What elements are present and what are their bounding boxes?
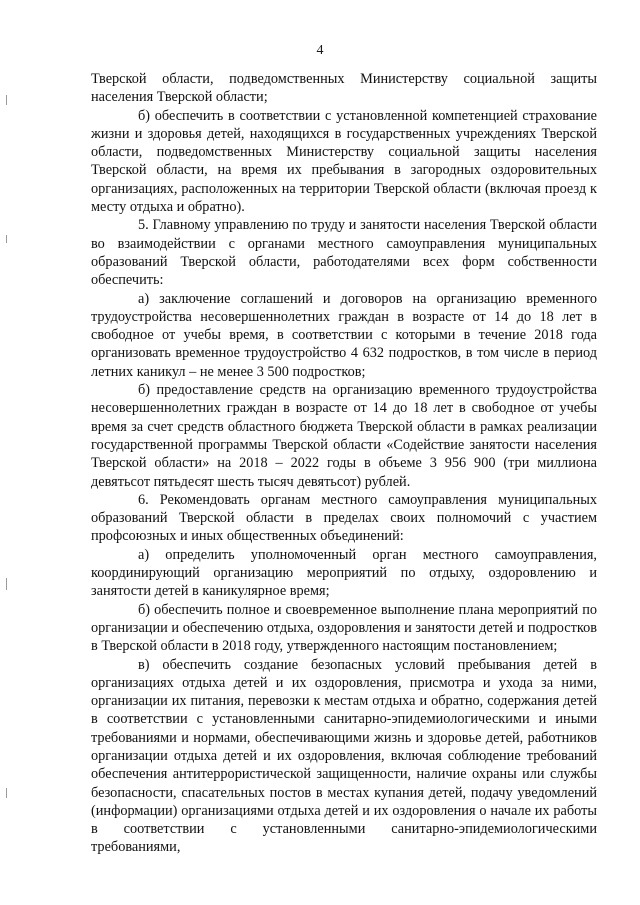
paragraph-item-v-safety: в) обеспечить создание безопасных условий пребывания детей в организациях отдыха детей и их оздоровления, присмотра и ухода за ними, организации их питания, перевозки к местам отдыха и обратно, содержания детей в соответствии с установленными санитарно-эпидемиологическими и иными требованиями и нормами, обеспечивающими жизнь и здоровье детей, работников организации отдыха детей и их оздоровления, включая соблюдение требований обеспечения антитеррористической защищенности, наличие охраны или службы безопасности, спасательных постов в местах купания детей, подачу уведомлений (информации) организациями отдыха детей и их оздоровления о начале их работы в соответствии с установленными санитарно-эпидемиологическими требованиями, — [91, 656, 597, 856]
margin-scan-mark — [6, 788, 7, 798]
paragraph-item-b-plan: б) обеспечить полное и своевременное выполнение плана мероприятий по организации и обеспечению отдыха, оздоровления и занятости детей и подростков в Тверской области в 2018 году, утвержденного настоящим постановлением; — [91, 601, 597, 655]
margin-scan-mark — [6, 578, 7, 590]
paragraph-clause-6: 6. Рекомендовать органам местного самоуправления муниципальных образований Тверской области в пределах своих полномочий с участием профсоюзных и иных общественных объединений: — [91, 491, 597, 545]
paragraph-item-a-authority: а) определить уполномоченный орган местного самоуправления, координирующий организацию мероприятий по отдыху, оздоровлению и занятости детей в каникулярное время; — [91, 546, 597, 600]
paragraph-item-b-insurance: б) обеспечить в соответствии с установленной компетенцией страхование жизни и здоровья детей, находящихся в государственных учреждениях Тверской области, подведомственных Министерству социальной защиты населения Тверской области, на время их пребывания в загородных оздоровительных организациях, расположенных на территории Тверской области (включая проезд к месту отдыха и обратно). — [91, 107, 597, 216]
document-body — [91, 70, 597, 857]
paragraph-continuation: Тверской области, подведомственных Министерству социальной защиты населения Тверской области; — [91, 71, 597, 106]
margin-scan-mark — [6, 95, 7, 105]
margin-scan-mark — [6, 235, 7, 243]
paragraph-item-a-agreements: а) заключение соглашений и договоров на организацию временного трудоустройства несовершеннолетних граждан в возрасте от 14 до 18 лет в свободное от учебы время, в соответствии с которыми в течение 2018 года организовать временное трудоустройство 4 632 подростков, в том числе в период летних каникул – не менее 3 500 подростков; — [91, 290, 597, 380]
paragraph-clause-5: 5. Главному управлению по труду и занятости населения Тверской области во взаимодействии с органами местного самоуправления муниципальных образований Тверской области, работодателями всех форм собственности обеспечить: — [91, 217, 597, 289]
paragraph-item-b-funding: б) предоставление средств на организацию временного трудоустройства несовершеннолетних граждан в возрасте от 14 до 18 лет в свободное от учебы время за счет средств областного бюджета Тверской области в рамках реализации государственной программы Тверской области «Содействие занятости населения Тверской области» на 2018 – 2022 годы в объеме 3 956 900 (три миллиона девятьсот пятьдесят шесть тысяч девятьсот) рублей. — [91, 382, 597, 490]
page-number: 4 — [316, 43, 324, 58]
